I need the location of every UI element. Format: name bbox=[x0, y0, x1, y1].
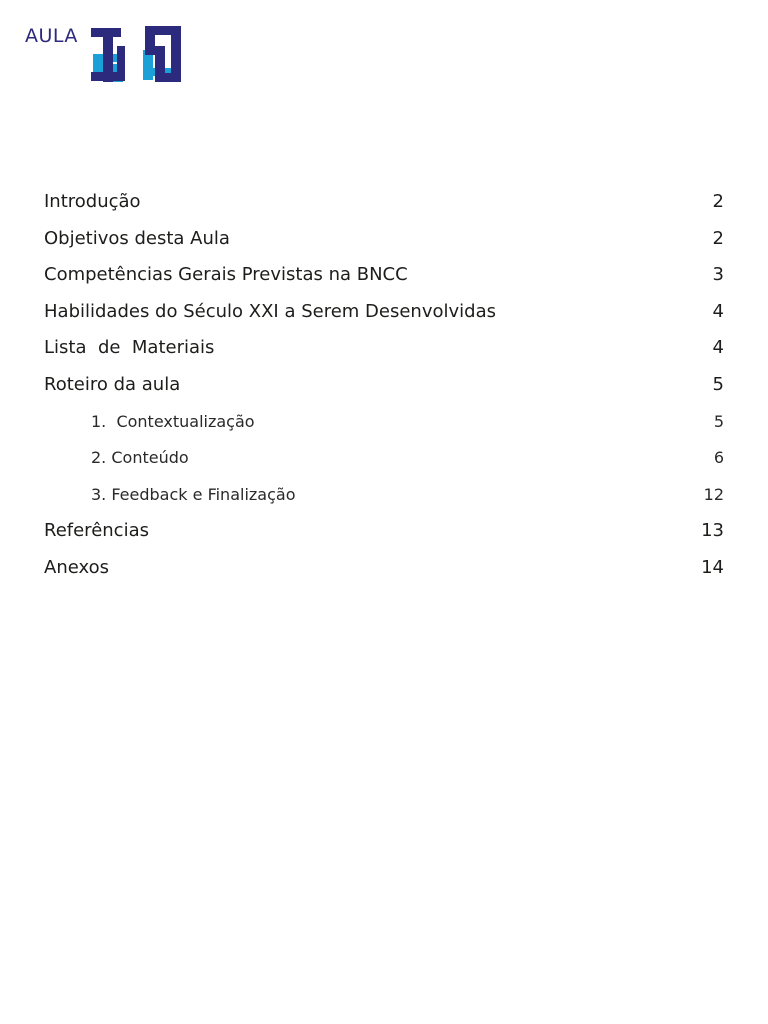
toc-entry-roteiro[interactable] bbox=[44, 367, 724, 404]
toc-entry-page: 13 bbox=[701, 520, 724, 542]
toc-entry-title: Introdução bbox=[44, 191, 141, 212]
toc-entry-page: 5 bbox=[713, 411, 724, 431]
toc-entry-page: 3 bbox=[712, 264, 724, 286]
toc-entry-page: 5 bbox=[712, 373, 724, 395]
toc-entry-title: Objetivos desta Aula bbox=[44, 227, 230, 249]
toc-entry-page: 14 bbox=[701, 556, 724, 578]
toc-subentry-contextualizacao[interactable] bbox=[44, 404, 724, 441]
toc-entry-lista-materiais[interactable] bbox=[44, 330, 724, 367]
toc-entry-title: Habilidades do Século XXI a Serem Desenvolvidas bbox=[44, 300, 496, 322]
aula-label: AULA bbox=[25, 25, 78, 47]
toc-entry-title: Referências bbox=[44, 520, 149, 542]
table-of-contents bbox=[44, 184, 724, 587]
toc-entry-title: Lista de Materiais bbox=[44, 337, 215, 359]
toc-entry-title: 2. Conteúdo bbox=[91, 448, 189, 468]
toc-subentry-feedback[interactable] bbox=[44, 477, 724, 514]
toc-subentry-conteudo[interactable] bbox=[44, 440, 724, 477]
toc-entry-page: 6 bbox=[713, 448, 724, 468]
toc-entry-competencias[interactable] bbox=[44, 257, 724, 294]
toc-entry-anexos[interactable] bbox=[44, 550, 724, 587]
toc-entry-page: 12 bbox=[703, 484, 724, 504]
lesson-number-logo bbox=[89, 24, 185, 84]
toc-entry-page: 2 bbox=[712, 191, 724, 212]
toc-entry-referencias[interactable] bbox=[44, 513, 724, 550]
toc-entry-title: Roteiro da aula bbox=[44, 373, 181, 395]
toc-entry-title: Competências Gerais Previstas na BNCC bbox=[44, 264, 408, 286]
toc-entry-objetivos[interactable] bbox=[44, 221, 724, 258]
toc-entry-title: 3. Feedback e Finalização bbox=[91, 484, 296, 504]
page-header bbox=[25, 20, 195, 86]
toc-entry-page: 4 bbox=[712, 337, 724, 359]
toc-entry-page: 2 bbox=[712, 227, 724, 249]
toc-entry-title: 1. Contextualização bbox=[91, 411, 255, 431]
toc-entry-introducao[interactable] bbox=[44, 184, 724, 221]
toc-entry-page: 4 bbox=[712, 300, 724, 322]
toc-entry-title: Anexos bbox=[44, 556, 109, 578]
toc-entry-habilidades[interactable] bbox=[44, 294, 724, 331]
